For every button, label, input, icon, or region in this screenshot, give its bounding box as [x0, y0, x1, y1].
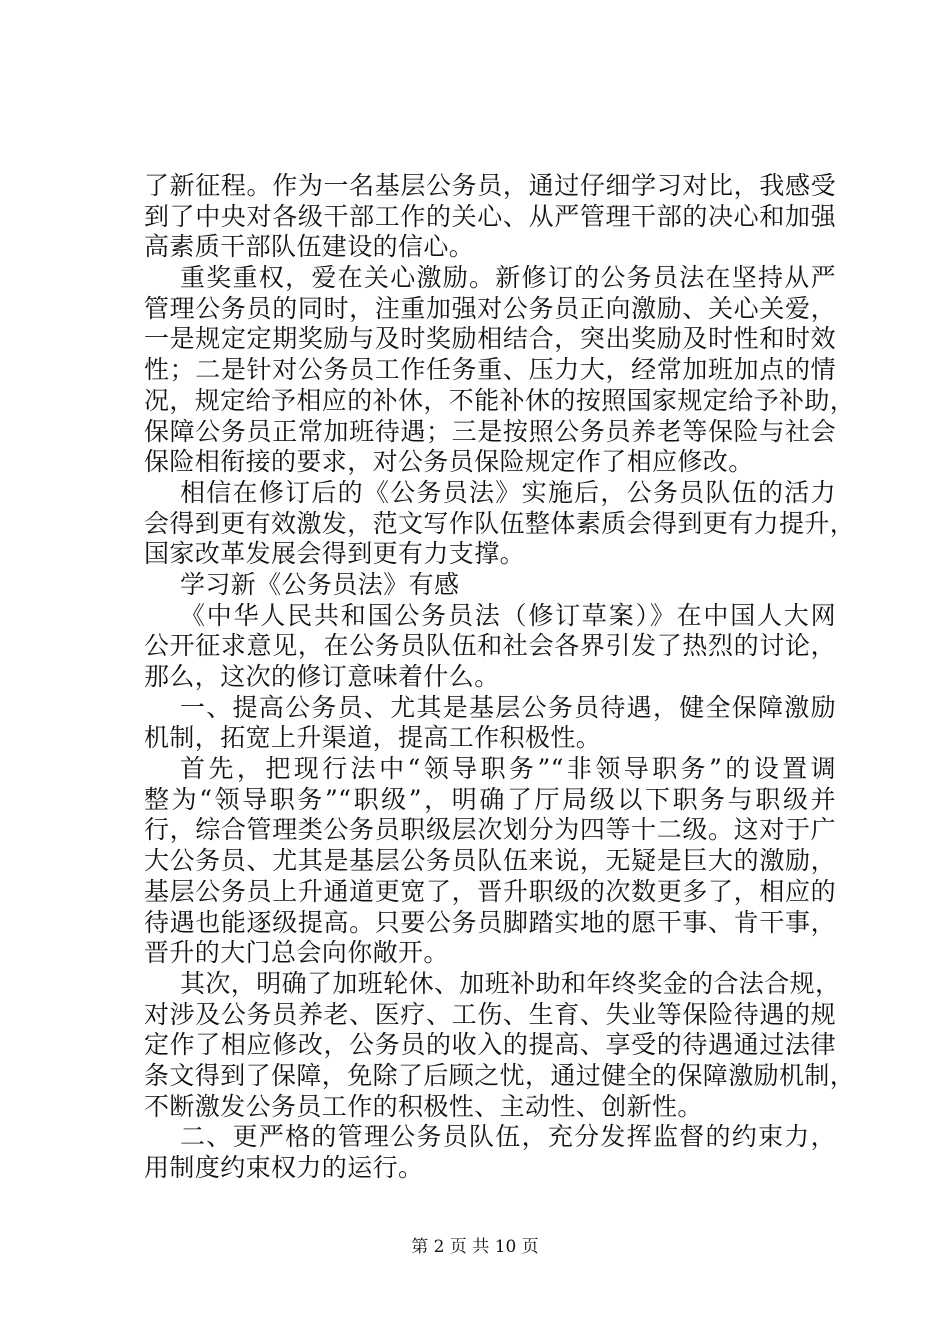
text-line: 行，综合管理类公务员职级层次划分为四等十二级。这对于广	[144, 815, 836, 845]
text-line: 了新征程。作为一名基层公务员，通过仔细学习对比，我感受	[144, 171, 836, 200]
text-line: 大公务员、尤其是基层公务员队伍来说，无疑是巨大的激励，	[144, 846, 836, 876]
text-line: 重奖重权，爱在关心激励。新修订的公务员法在坚持从严	[180, 263, 836, 293]
page-footer: 第 2 页 共 10 页	[411, 1237, 539, 1257]
text-line: 保险相衔接的要求，对公务员保险规定作了相应修改。	[144, 447, 754, 477]
text-line: 一是规定定期奖励与及时奖励相结合，突出奖励及时性和时效	[144, 324, 836, 354]
text-line: 相信在修订后的《公务员法》实施后，公务员队伍的活力	[180, 477, 836, 507]
text-line: 晋升的大门总会向你敞开。	[144, 938, 449, 968]
text-line: 《中华人民共和国公务员法（修订草案）》在中国人大网	[180, 600, 836, 630]
text-line: 不断激发公务员工作的积极性、主动性、创新性。	[144, 1091, 703, 1121]
text-line: 整为“领导职务”“职级”，明确了厅局级以下职务与职级并	[144, 784, 836, 814]
text-line: 会得到更有效激发，范文写作队伍整体素质会得到更有力提升，	[144, 508, 856, 538]
text-line: 高素质干部队伍建设的信心。	[144, 232, 475, 262]
text-line: 机制，拓宽上升渠道，提高工作积极性。	[144, 723, 602, 753]
text-line: 定作了相应修改，公务员的收入的提高、享受的待遇通过法律	[144, 1030, 836, 1060]
text-line: 学习新《公务员法》有感	[180, 569, 460, 599]
text-line: 其次，明确了加班轮休、加班补助和年终奖金的合法合规，	[180, 968, 841, 998]
text-line: 用制度约束权力的运行。	[144, 1153, 424, 1182]
text-line: 公开征求意见，在公务员队伍和社会各界引发了热烈的讨论，	[144, 631, 836, 661]
text-line: 况，规定给予相应的补休，不能补休的按照国家规定给予补助，	[144, 385, 856, 415]
text-line: 那么，这次的修订意味着什么。	[144, 662, 500, 691]
text-line: 首先，把现行法中“领导职务”“非领导职务”的设置调	[180, 754, 836, 784]
text-line: 性；二是针对公务员工作任务重、压力大，经常加班加点的情	[144, 355, 836, 385]
text-line: 条文得到了保障，免除了后顾之忧，通过健全的保障激励机制，	[144, 1060, 856, 1090]
text-line: 二、更严格的管理公务员队伍，充分发挥监督的约束力，	[180, 1122, 836, 1152]
text-line: 对涉及公务员养老、医疗、工伤、生育、失业等保险待遇的规	[144, 999, 836, 1029]
document-body	[144, 171, 856, 1184]
text-line: 管理公务员的同时，注重加强对公务员正向激励、关心关爱，	[144, 293, 836, 323]
text-line: 国家改革发展会得到更有力支撑。	[144, 539, 526, 569]
text-line: 保障公务员正常加班待遇；三是按照公务员养老等保险与社会	[144, 416, 836, 446]
text-line: 待遇也能逐级提高。只要公务员脚踏实地的愿干事、肯干事，	[144, 907, 836, 937]
text-line: 基层公务员上升通道更宽了，晋升职级的次数更多了，相应的	[144, 876, 836, 906]
text-line: 到了中央对各级干部工作的关心、从严管理干部的决心和加强	[144, 201, 836, 231]
text-line: 一、提高公务员、尤其是基层公务员待遇，健全保障激励	[180, 692, 836, 722]
